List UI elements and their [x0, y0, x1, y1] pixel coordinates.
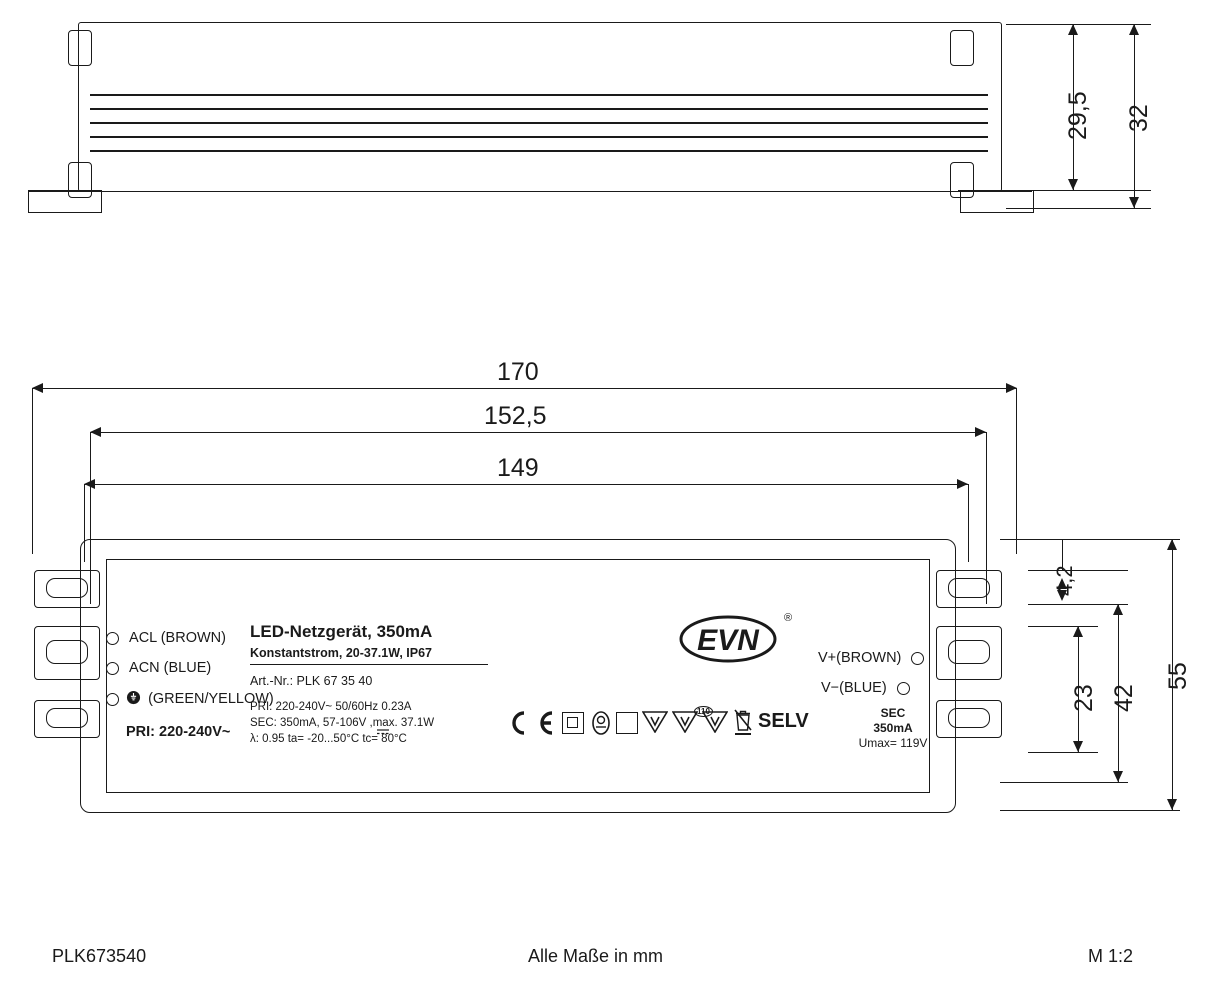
dim-32: 32 [1125, 104, 1153, 132]
footer-scale: M 1:2 [1088, 946, 1134, 966]
dim-29-5: 29,5 [1064, 91, 1092, 140]
arrowhead [1129, 24, 1139, 35]
ext-line-bottom [1006, 190, 1151, 191]
weee-bin-icon [732, 708, 754, 741]
terminal-v-minus-label: V−(BLUE) [821, 680, 887, 696]
ext-line-170-left [32, 388, 33, 554]
terminal-v-plus-label: V+(BROWN) [818, 650, 902, 666]
sec-current: 350mA [873, 721, 913, 735]
class2-inner-icon [567, 717, 578, 728]
dim-line-149 [84, 484, 968, 485]
class2-outer-icon [562, 712, 584, 734]
triangle-mark-icon-2 [672, 711, 698, 738]
terminal-acl [106, 630, 226, 646]
ext-line-bottom2 [1006, 208, 1151, 209]
brand-logo [678, 612, 793, 671]
spec-sec: SEC: 350mA, 57-106V ,max. 37.1W [250, 717, 435, 729]
ext-line-42-bottom [1000, 782, 1128, 783]
footer-units-note: Alle Maße in mm [528, 946, 664, 966]
dim-170: 170 [497, 358, 539, 386]
mounting-foot-right [960, 190, 1034, 213]
arrowhead [1129, 197, 1139, 208]
arrowhead [1068, 24, 1078, 35]
product-subtitle: Konstantstrom, 20-37.1W, IP67 [250, 646, 433, 660]
dim-line-152-5 [90, 432, 986, 433]
selv-mark: SELV [758, 710, 809, 732]
pri-voltage-label: PRI: 220-240V~ [126, 724, 231, 740]
terminal-acn [106, 660, 211, 676]
terminal-acn-label: ACN (BLUE) [129, 660, 212, 676]
arrowhead [1113, 771, 1123, 782]
sec-umax: Umax= 119V [858, 736, 928, 750]
independent-mark-icon [616, 712, 638, 734]
mounting-slot-right-top [948, 578, 990, 598]
dim-42: 42 [1110, 684, 1138, 712]
mounting-slot-left-bottom [46, 708, 88, 728]
housing-fin [90, 108, 988, 110]
dim-23: 23 [1070, 684, 1098, 712]
enec-mark-icon [590, 710, 612, 741]
svg-text:EVN: EVN [697, 624, 759, 657]
housing-fin [90, 150, 988, 152]
arrowhead [90, 427, 101, 437]
terminal-v-minus [821, 680, 910, 696]
terminal-circle-icon [106, 662, 119, 675]
arrowhead [1113, 604, 1123, 615]
arrowhead [1068, 179, 1078, 190]
terminal-circle-icon [911, 652, 924, 665]
terminal-acl-label: ACL (BROWN) [129, 630, 226, 646]
terminal-circle-icon [106, 693, 119, 706]
housing-fin [90, 136, 988, 138]
dim-4-2: 4,2 [1052, 565, 1077, 596]
ext-line-170-right [1016, 388, 1017, 554]
top-view-drawing [28, 534, 1008, 824]
terminal-circle-icon [897, 682, 910, 695]
terminal-v-plus [818, 650, 924, 666]
arrowhead [975, 427, 986, 437]
side-view-housing [78, 22, 1002, 192]
arrowhead [957, 479, 968, 489]
arrowhead [1073, 626, 1083, 637]
mounting-slot-left-mid [46, 640, 88, 664]
product-label [106, 559, 930, 793]
ext-line-23-bottom [1028, 752, 1098, 753]
dim-152-5: 152,5 [484, 402, 547, 430]
mounting-tab-right-top [950, 30, 974, 66]
arrowhead [84, 479, 95, 489]
triangle-mark-icon-1 [642, 711, 668, 738]
temperature-rating-mark: 110 [694, 706, 713, 717]
product-title: LED-Netzgerät, 350mA [250, 622, 433, 641]
spec-lambda: λ: 0.95 ta= -20...50°C tc= 80°C [250, 733, 407, 745]
sec-title: SEC [880, 706, 906, 720]
spec-pri: PRI: 220-240V~ 50/60Hz 0.23A [250, 701, 412, 713]
dim-55: 55 [1164, 662, 1192, 690]
arrowhead [1073, 741, 1083, 752]
arrowhead [1167, 539, 1177, 550]
ext-line-4-2 [1028, 570, 1128, 571]
ext-line-23-top [1028, 626, 1098, 627]
footer-part-number: PLK673540 [52, 946, 147, 966]
ce-mark-icon [504, 710, 556, 741]
ext-line-bottom-edge [1000, 810, 1180, 811]
label-divider [250, 664, 488, 665]
dim-line-170 [32, 388, 1017, 389]
mounting-tab-left-top [68, 30, 92, 66]
ext-line-top-edge [1000, 539, 1180, 540]
mounting-foot-left [28, 190, 102, 213]
registered-trademark-icon: ® [784, 612, 793, 624]
foot-edge-left [28, 190, 102, 192]
dim-149: 149 [497, 454, 539, 482]
terminal-earth-label: (GREEN/YELLOW) [148, 691, 274, 708]
arrowhead [32, 383, 43, 393]
terminal-earth [106, 690, 274, 709]
arrowhead [1167, 799, 1177, 810]
earth-ground-icon [126, 690, 141, 709]
article-number: Art.-Nr.: PLK 67 35 40 [250, 674, 373, 688]
terminal-circle-icon [106, 632, 119, 645]
sec-block [818, 706, 968, 751]
mounting-slot-right-mid [948, 640, 990, 664]
housing-fin [90, 122, 988, 124]
housing-fin [90, 94, 988, 96]
side-view-drawing [60, 22, 1020, 214]
mounting-slot-left-top [46, 578, 88, 598]
